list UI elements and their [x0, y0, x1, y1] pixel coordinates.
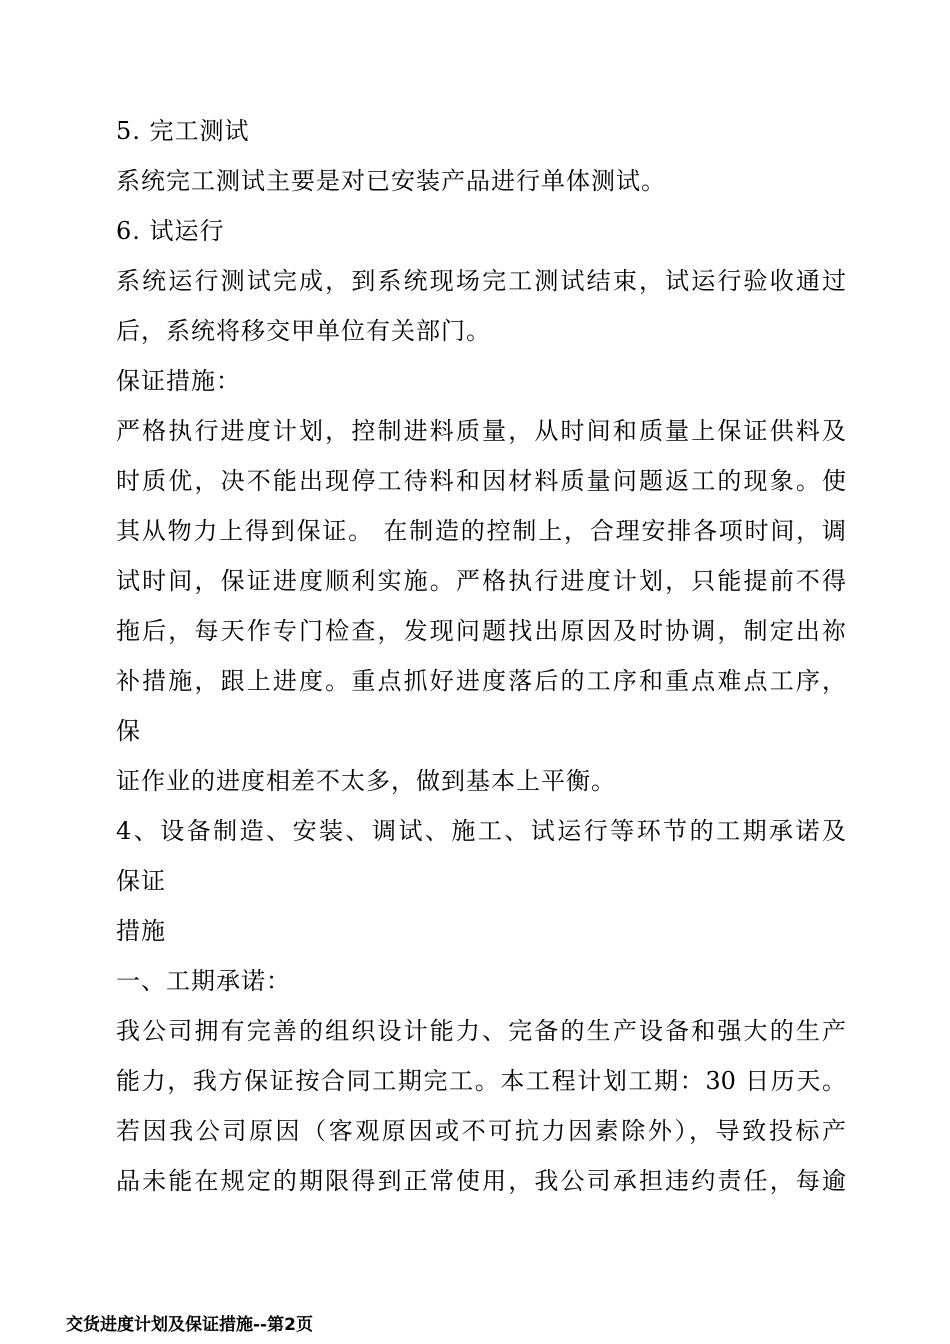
section-heading-schedule-commitment: 4、设备制造、安装、调试、施工、试运行等环节的工期承诺及 — [116, 817, 846, 845]
paragraph-line: 系统完工测试主要是对已安装产品进行单体测试。 — [116, 167, 666, 195]
paragraph-line: 措施 — [116, 917, 166, 945]
section-heading-schedule-promise: 一、工期承诺： — [116, 967, 291, 995]
page-footer: 交货进度计划及保证措施--第2页 — [66, 1315, 313, 1335]
paragraph-line: 后，系统将移交甲单位有关部门。 — [116, 317, 491, 345]
paragraph-line: 能力，我方保证按合同工期完工。本工程计划工期：30 日历天。 — [116, 1067, 846, 1095]
paragraph-line: 严格执行进度计划，控制进料质量，从时间和质量上保证供料及 — [116, 417, 846, 445]
paragraph-line: 补措施，跟上进度。重点抓好进度落后的工序和重点难点工序， — [116, 667, 846, 695]
paragraph-line: 试时间，保证进度顺利实施。严格执行进度计划，只能提前不得 — [116, 567, 846, 595]
paragraph-line: 系统运行测试完成，到系统现场完工测试结束，试运行验收通过 — [116, 267, 846, 295]
paragraph-line: 若因我公司原因（客观原因或不可抗力因素除外），导致投标产 — [116, 1117, 846, 1145]
section-heading-guarantee-measures: 保证措施： — [116, 367, 241, 395]
section-heading-trial-run: 6. 试运行 — [116, 217, 225, 245]
paragraph-line: 我公司拥有完善的组织设计能力、完备的生产设备和强大的生产 — [116, 1017, 846, 1045]
paragraph-line: 拖后，每天作专门检查，发现问题找出原因及时协调，制定出祢 — [116, 617, 846, 645]
paragraph-line: 时质优，决不能出现停工待料和因材料质量问题返工的现象。使 — [116, 467, 846, 495]
paragraph-line: 保 — [116, 717, 141, 745]
section-heading-completion-test: 5. 完工测试 — [116, 117, 250, 145]
paragraph-line: 保证 — [116, 867, 166, 895]
paragraph-line: 证作业的进度相差不太多，做到基本上平衡。 — [116, 767, 616, 795]
paragraph-line: 其从物力上得到保证。 在制造的控制上，合理安排各项时间，调 — [116, 517, 846, 545]
paragraph-line: 品未能在规定的期限得到正常使用，我公司承担违约责任，每逾 — [116, 1167, 846, 1195]
